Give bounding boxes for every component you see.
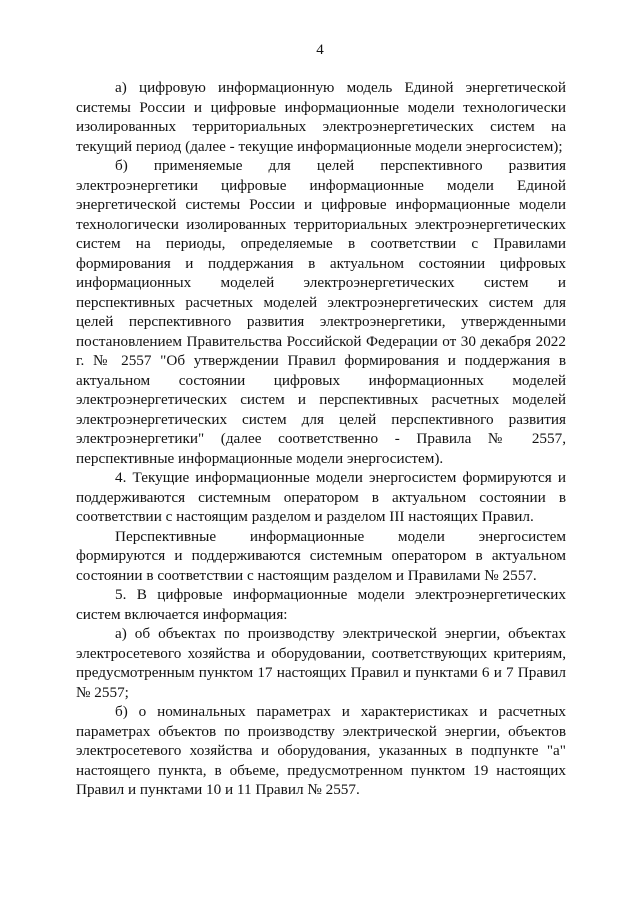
paragraph-clause-4-prospective: Перспективные информационные модели энергосистем формируются и поддерживаются системным оператором в актуальном состоянии в соответствии с настоящим разделом и Правилами № 2557.	[76, 527, 566, 584]
paragraph-clause-5-item-a: а) об объектах по производству электрической энергии, объектах электросетевого хозяйства и оборудовании, соответствующих критериям, предусмотренным пунктом 17 настоящих Правил и пунктами 6 и 7 Правил № 2557;	[76, 625, 566, 701]
paragraph-item-a-current-models: а) цифровую информационную модель Единой энергетической системы России и цифровые информационные модели технологически изолированных территориальных электроэнергетических систем на текущий период (далее - текущие информационные модели энергосистем);	[76, 79, 566, 155]
page-number: 4	[316, 42, 324, 58]
paragraph-item-b-prospective-models: б) применяемые для целей перспективного развития электроэнергетики цифровые информационные модели Единой энергетической системы России и цифровые информационные модели технологически изолированных территориальных электроэнергетических систем на периоды, определяемые в соответствии с Правилами формирования и поддержания в актуальном состоянии цифровых информационных моделей электроэнергетических систем и перспективных расчетных моделей электроэнергетических систем для целей перспективного развития электроэнергетики, утвержденными постановлением Правительства Российской Федерации от 30 декабря 2022 г. № 2557 "Об утверждении Правил формирования и поддержания в актуальном состоянии цифровых информационных моделей электроэнергетических систем и перспективных расчетных моделей электроэнергетических систем для целей перспективного развития электроэнергетики" (далее соответственно - Правила № 2557, перспективные информационные модели энергосистем).	[76, 157, 566, 467]
paragraph-clause-5-item-b: б) о номинальных параметрах и характеристиках и расчетных параметрах объектов по производству электрической энергии, объектов электросетевого хозяйства и оборудования, указанных в подпункте "а" настоящего пункта, в объеме, предусмотренном пунктом 19 настоящих Правил и пунктами 10 и 11 Правил № 2557.	[76, 703, 566, 798]
paragraph-clause-5: 5. В цифровые информационные модели электроэнергетических систем включается информация:	[76, 586, 566, 623]
document-body	[76, 78, 566, 800]
paragraph-clause-4: 4. Текущие информационные модели энергосистем формируются и поддерживаются системным оператором в актуальном состоянии в соответствии с настоящим разделом и разделом III настоящих Правил.	[76, 469, 566, 525]
